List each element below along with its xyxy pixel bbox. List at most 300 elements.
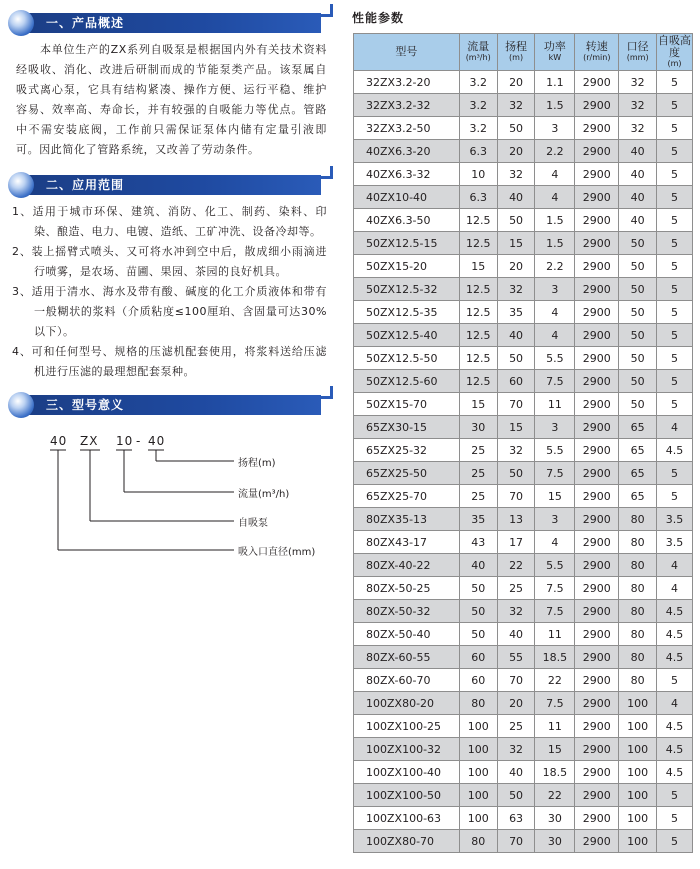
table-cell: 80: [619, 554, 657, 577]
model-cell: 80ZX-40-22: [354, 554, 460, 577]
table-cell: 25: [497, 715, 535, 738]
column-header-unit: (r/min): [583, 53, 611, 62]
column-header-unit: (m³/h): [465, 53, 491, 62]
table-cell: 22: [497, 554, 535, 577]
column-header: [619, 34, 657, 71]
table-cell: 4.5: [657, 600, 693, 623]
table-cell: 5: [657, 347, 693, 370]
table-cell: 80: [619, 600, 657, 623]
column-header: [459, 34, 497, 71]
table-row: [354, 784, 693, 807]
table-cell: 4.5: [657, 715, 693, 738]
table-row: [354, 669, 693, 692]
table-row: [354, 715, 693, 738]
table-row: [354, 508, 693, 531]
table-cell: 32: [497, 94, 535, 117]
table-cell: 13: [497, 508, 535, 531]
table-cell: 40: [459, 554, 497, 577]
model-cell: 65ZX25-70: [354, 485, 460, 508]
model-cell: 50ZX12.5-15: [354, 232, 460, 255]
table-cell: 2900: [575, 439, 619, 462]
table-cell: 65: [619, 439, 657, 462]
table-cell: 22: [535, 784, 575, 807]
table-cell: 12.5: [459, 301, 497, 324]
table-cell: 80: [459, 830, 497, 853]
table-cell: 5: [657, 784, 693, 807]
table-cell: 12.5: [459, 278, 497, 301]
table-header-row: [354, 34, 693, 71]
column-header: [497, 34, 535, 71]
model-cell: 65ZX25-50: [354, 462, 460, 485]
model-cell: 50ZX15-70: [354, 393, 460, 416]
table-cell: 50: [619, 393, 657, 416]
model-cell: 80ZX-60-55: [354, 646, 460, 669]
table-cell: 5: [657, 324, 693, 347]
list-item: 4、可和任何型号、规格的压滤机配套使用，将浆料送给压滤机进行压滤的最理想配套泵种。: [12, 345, 327, 378]
corner-bracket-icon: [320, 4, 333, 17]
table-cell: 5: [657, 301, 693, 324]
model-cell: 100ZX100-25: [354, 715, 460, 738]
column-header-name: 口径: [626, 40, 649, 53]
table-row: [354, 209, 693, 232]
table-cell: 4: [657, 416, 693, 439]
table-cell: 5: [657, 209, 693, 232]
list-item: 3、适用于清水、海水及带有酸、碱度的化工介质液体和带有一般糊状的浆料（介质粘度≤100厘珀、含固量可达30%以下）。: [12, 285, 327, 338]
table-cell: 1.5: [535, 94, 575, 117]
table-cell: 5: [657, 71, 693, 94]
table-cell: 50: [497, 117, 535, 140]
column-header-unit: kW: [548, 53, 562, 62]
table-cell: 2900: [575, 370, 619, 393]
table-cell: 32: [497, 600, 535, 623]
table-cell: 63: [497, 807, 535, 830]
model-cell: 32ZX3.2-32: [354, 94, 460, 117]
model-cell: 40ZX6.3-20: [354, 140, 460, 163]
table-cell: 50: [619, 232, 657, 255]
table-cell: 80: [619, 577, 657, 600]
model-meaning-lines: [8, 432, 333, 582]
section-title: 一、产品概述: [46, 16, 125, 30]
table-row: [354, 439, 693, 462]
table-row: [354, 830, 693, 853]
table-cell: 100: [459, 761, 497, 784]
table-cell: 2900: [575, 301, 619, 324]
table-cell: 2.2: [535, 140, 575, 163]
table-cell: 4.5: [657, 623, 693, 646]
table-cell: 100: [619, 692, 657, 715]
table-row: [354, 324, 693, 347]
model-cell: 50ZX12.5-40: [354, 324, 460, 347]
table-cell: 50: [619, 370, 657, 393]
section-header-overview: [8, 10, 333, 36]
table-cell: 100: [459, 784, 497, 807]
table-cell: 80: [619, 508, 657, 531]
table-cell: 60: [459, 646, 497, 669]
table-row: [354, 577, 693, 600]
table-cell: 4.5: [657, 646, 693, 669]
table-cell: 3.2: [459, 117, 497, 140]
table-cell: 2900: [575, 807, 619, 830]
table-cell: 5.5: [535, 554, 575, 577]
table-cell: 32: [497, 163, 535, 186]
table-cell: 20: [497, 71, 535, 94]
column-header-name: 扬程: [505, 40, 528, 53]
table-cell: 5: [657, 117, 693, 140]
table-cell: 4: [535, 163, 575, 186]
model-cell: 80ZX-60-70: [354, 669, 460, 692]
table-row: [354, 531, 693, 554]
table-cell: 100: [619, 830, 657, 853]
table-cell: 50: [497, 784, 535, 807]
table-cell: 40: [497, 761, 535, 784]
model-cell: 65ZX30-15: [354, 416, 460, 439]
table-cell: 40: [619, 140, 657, 163]
code-series: ZX: [80, 434, 99, 448]
table-cell: 32: [619, 94, 657, 117]
section-title: 二、应用范围: [46, 178, 125, 192]
table-cell: 5.5: [535, 347, 575, 370]
table-cell: 32: [619, 117, 657, 140]
label-inlet-diameter: 吸入口直径(mm): [238, 547, 316, 558]
column-header: [575, 34, 619, 71]
table-cell: 4: [657, 577, 693, 600]
table-cell: 4: [535, 186, 575, 209]
table-cell: 22: [535, 669, 575, 692]
table-cell: 3.2: [459, 94, 497, 117]
table-cell: 50: [459, 600, 497, 623]
table-cell: 2900: [575, 623, 619, 646]
list-item: 2、装上摇臂式喷头、又可将水冲到空中后，散成细小雨滴进行喷雾，是农场、苗圃、果园、茶园的良好机具。: [12, 245, 327, 278]
table-cell: 55: [497, 646, 535, 669]
corner-bracket-icon: [320, 166, 333, 179]
table-row: [354, 623, 693, 646]
table-row: [354, 71, 693, 94]
table-cell: 1.5: [535, 232, 575, 255]
table-row: [354, 117, 693, 140]
table-title: 性能参数: [352, 11, 405, 25]
table-cell: 2900: [575, 669, 619, 692]
table-cell: 11: [535, 393, 575, 416]
list-item: 1、适用于城市环保、建筑、消防、化工、制药、染料、印染、酿造、电力、电镀、造纸、工矿冲洗、设备冷却等。: [12, 205, 327, 238]
table-cell: 50: [497, 209, 535, 232]
table-cell: 7.5: [535, 370, 575, 393]
table-cell: 2900: [575, 393, 619, 416]
table-cell: 11: [535, 623, 575, 646]
table-cell: 65: [619, 462, 657, 485]
table-cell: 2900: [575, 209, 619, 232]
model-cell: 100ZX80-70: [354, 830, 460, 853]
code-dash: -: [136, 434, 142, 448]
table-cell: 5: [657, 669, 693, 692]
table-row: [354, 140, 693, 163]
table-cell: 40: [619, 163, 657, 186]
code-flow: 10: [116, 434, 134, 448]
table-cell: 2900: [575, 577, 619, 600]
table-cell: 100: [619, 761, 657, 784]
table-row: [354, 370, 693, 393]
model-cell: 80ZX-50-32: [354, 600, 460, 623]
table-cell: 32: [497, 439, 535, 462]
applications-list: [8, 202, 333, 382]
table-cell: 2900: [575, 692, 619, 715]
table-cell: 2900: [575, 554, 619, 577]
table-cell: 4.5: [657, 439, 693, 462]
table-cell: 100: [459, 738, 497, 761]
table-cell: 43: [459, 531, 497, 554]
table-row: [354, 232, 693, 255]
section-header-applications: [8, 172, 333, 198]
table-cell: 50: [619, 301, 657, 324]
table-cell: 5: [657, 393, 693, 416]
table-cell: 2.2: [535, 255, 575, 278]
table-cell: 2900: [575, 508, 619, 531]
code-diameter: 40: [50, 434, 68, 448]
table-cell: 70: [497, 669, 535, 692]
section-header-model-meaning: [8, 392, 333, 418]
table-row: [354, 646, 693, 669]
table-cell: 2900: [575, 830, 619, 853]
table-row: [354, 416, 693, 439]
table-cell: 4.5: [657, 761, 693, 784]
table-cell: 70: [497, 830, 535, 853]
table-cell: 2900: [575, 738, 619, 761]
table-row: [354, 462, 693, 485]
model-cell: 100ZX100-40: [354, 761, 460, 784]
table-cell: 65: [619, 416, 657, 439]
table-cell: 2900: [575, 163, 619, 186]
table-cell: 4: [535, 301, 575, 324]
model-cell: 50ZX12.5-32: [354, 278, 460, 301]
table-cell: 15: [497, 232, 535, 255]
table-cell: 2900: [575, 416, 619, 439]
table-row: [354, 600, 693, 623]
table-cell: 35: [497, 301, 535, 324]
table-cell: 35: [459, 508, 497, 531]
model-cell: 40ZX6.3-50: [354, 209, 460, 232]
overview-paragraph: 本单位生产的ZX系列自吸泵是根据国内外有关技术资料经吸收、消化、改进后研制而成的节能泵类产品。该泵属自吸式离心泵，它具有结构紧凑、操作方便、运行平稳、维护容易、效率高、寿命长，并有较强的自吸能力等优点。管路中不需安装底阀，工作前只需保证泵体内储有定量引液即可。因此简化了管路系统，又改善了劳动条件。: [16, 43, 327, 156]
table-cell: 2900: [575, 485, 619, 508]
table-cell: 7.5: [535, 577, 575, 600]
table-row: [354, 738, 693, 761]
model-cell: 32ZX3.2-50: [354, 117, 460, 140]
table-cell: 50: [619, 324, 657, 347]
table-cell: 2900: [575, 761, 619, 784]
column-header-name: 型号: [395, 45, 418, 58]
table-cell: 12.5: [459, 347, 497, 370]
model-cell: 50ZX12.5-60: [354, 370, 460, 393]
section-title: 三、型号意义: [46, 398, 125, 412]
model-cell: 100ZX100-32: [354, 738, 460, 761]
model-cell: 40ZX6.3-32: [354, 163, 460, 186]
table-cell: 5: [657, 163, 693, 186]
table-cell: 4: [657, 554, 693, 577]
table-cell: 60: [497, 370, 535, 393]
table-cell: 12.5: [459, 209, 497, 232]
column-header: [657, 34, 693, 71]
table-cell: 20: [497, 255, 535, 278]
column-header-unit: (m): [667, 59, 682, 68]
table-cell: 18.5: [535, 646, 575, 669]
table-cell: 5: [657, 278, 693, 301]
table-cell: 100: [459, 807, 497, 830]
table-cell: 3.2: [459, 71, 497, 94]
table-cell: 3.5: [657, 531, 693, 554]
table-cell: 7.5: [535, 692, 575, 715]
table-cell: 2900: [575, 347, 619, 370]
table-cell: 3: [535, 117, 575, 140]
label-flow: 流量(m³/h): [238, 489, 290, 500]
table-cell: 100: [619, 715, 657, 738]
model-cell: 65ZX25-32: [354, 439, 460, 462]
table-cell: 50: [459, 577, 497, 600]
model-cell: 50ZX12.5-35: [354, 301, 460, 324]
table-row: [354, 554, 693, 577]
table-cell: 5: [657, 94, 693, 117]
table-cell: 3: [535, 416, 575, 439]
model-cell: 80ZX43-17: [354, 531, 460, 554]
table-cell: 7.5: [535, 600, 575, 623]
left-column: [8, 0, 333, 582]
label-self-priming-pump: 自吸泵: [238, 518, 268, 529]
table-cell: 4: [535, 324, 575, 347]
sphere-icon: [8, 172, 34, 198]
model-cell: 40ZX10-40: [354, 186, 460, 209]
model-cell: 100ZX80-20: [354, 692, 460, 715]
table-cell: 25: [497, 577, 535, 600]
table-cell: 2900: [575, 784, 619, 807]
table-cell: 18.5: [535, 761, 575, 784]
label-head: 扬程(m): [238, 458, 276, 469]
model-cell: 50ZX12.5-50: [354, 347, 460, 370]
model-cell: 80ZX-50-40: [354, 623, 460, 646]
table-cell: 40: [619, 209, 657, 232]
table-cell: 17: [497, 531, 535, 554]
column-header-name: 转速: [585, 40, 608, 53]
table-cell: 80: [619, 531, 657, 554]
table-cell: 5: [657, 255, 693, 278]
column-header-name: 功率: [543, 40, 566, 53]
table-cell: 40: [497, 186, 535, 209]
table-cell: 2900: [575, 140, 619, 163]
table-cell: 11: [535, 715, 575, 738]
table-row: [354, 692, 693, 715]
table-cell: 4: [657, 692, 693, 715]
table-cell: 80: [619, 646, 657, 669]
sphere-icon: [8, 10, 34, 36]
table-cell: 2900: [575, 94, 619, 117]
table-cell: 12.5: [459, 370, 497, 393]
table-cell: 2900: [575, 462, 619, 485]
column-header-unit: (m): [509, 53, 524, 62]
table-cell: 10: [459, 163, 497, 186]
table-cell: 2900: [575, 255, 619, 278]
code-head: 40: [148, 434, 166, 448]
table-cell: 12.5: [459, 232, 497, 255]
table-row: [354, 255, 693, 278]
column-header-name: 自吸高度: [658, 34, 692, 59]
table-cell: 20: [497, 140, 535, 163]
table-cell: 4: [535, 531, 575, 554]
table-cell: 12.5: [459, 324, 497, 347]
table-cell: 15: [535, 738, 575, 761]
table-cell: 100: [619, 784, 657, 807]
table-cell: 50: [619, 255, 657, 278]
table-cell: 32: [497, 738, 535, 761]
table-cell: 50: [497, 462, 535, 485]
table-cell: 6.3: [459, 186, 497, 209]
table-cell: 15: [459, 393, 497, 416]
sphere-icon: [8, 392, 34, 418]
table-cell: 2900: [575, 600, 619, 623]
table-cell: 50: [619, 278, 657, 301]
table-cell: 100: [619, 807, 657, 830]
table-cell: 25: [459, 485, 497, 508]
table-row: [354, 301, 693, 324]
table-row: [354, 761, 693, 784]
table-cell: 70: [497, 393, 535, 416]
table-cell: 6.3: [459, 140, 497, 163]
model-cell: 100ZX100-63: [354, 807, 460, 830]
table-body: [354, 71, 693, 853]
corner-bracket-icon: [320, 386, 333, 399]
table-row: [354, 393, 693, 416]
table-cell: 5: [657, 186, 693, 209]
table-cell: 5: [657, 485, 693, 508]
table-cell: 3.5: [657, 508, 693, 531]
table-cell: 2900: [575, 117, 619, 140]
table-cell: 65: [619, 485, 657, 508]
column-header-unit: (mm): [626, 53, 649, 62]
table-cell: 30: [535, 807, 575, 830]
table-cell: 2900: [575, 278, 619, 301]
column-header-name: 流量: [467, 40, 490, 53]
table-cell: 25: [459, 439, 497, 462]
table-cell: 5: [657, 140, 693, 163]
table-cell: 1.1: [535, 71, 575, 94]
table-cell: 70: [497, 485, 535, 508]
model-cell: 50ZX15-20: [354, 255, 460, 278]
table-cell: 2900: [575, 71, 619, 94]
table-cell: 25: [459, 462, 497, 485]
table-cell: 15: [459, 255, 497, 278]
table-cell: 5: [657, 232, 693, 255]
column-header: [535, 34, 575, 71]
table-cell: 30: [535, 830, 575, 853]
table-cell: 5.5: [535, 439, 575, 462]
table-row: [354, 485, 693, 508]
table-cell: 1.5: [535, 209, 575, 232]
table-cell: 2900: [575, 715, 619, 738]
table-row: [354, 186, 693, 209]
table-cell: 2900: [575, 646, 619, 669]
model-cell: 80ZX-50-25: [354, 577, 460, 600]
table-cell: 15: [497, 416, 535, 439]
table-cell: 32: [619, 71, 657, 94]
table-cell: 40: [497, 623, 535, 646]
table-cell: 15: [535, 485, 575, 508]
table-cell: 20: [497, 692, 535, 715]
table-row: [354, 278, 693, 301]
column-header: [354, 34, 460, 71]
table-cell: 7.5: [535, 462, 575, 485]
table-cell: 5: [657, 462, 693, 485]
table-cell: 5: [657, 830, 693, 853]
model-cell: 32ZX3.2-20: [354, 71, 460, 94]
performance-table: [353, 33, 693, 853]
table-cell: 80: [619, 669, 657, 692]
table-row: [354, 163, 693, 186]
table-cell: 2900: [575, 232, 619, 255]
